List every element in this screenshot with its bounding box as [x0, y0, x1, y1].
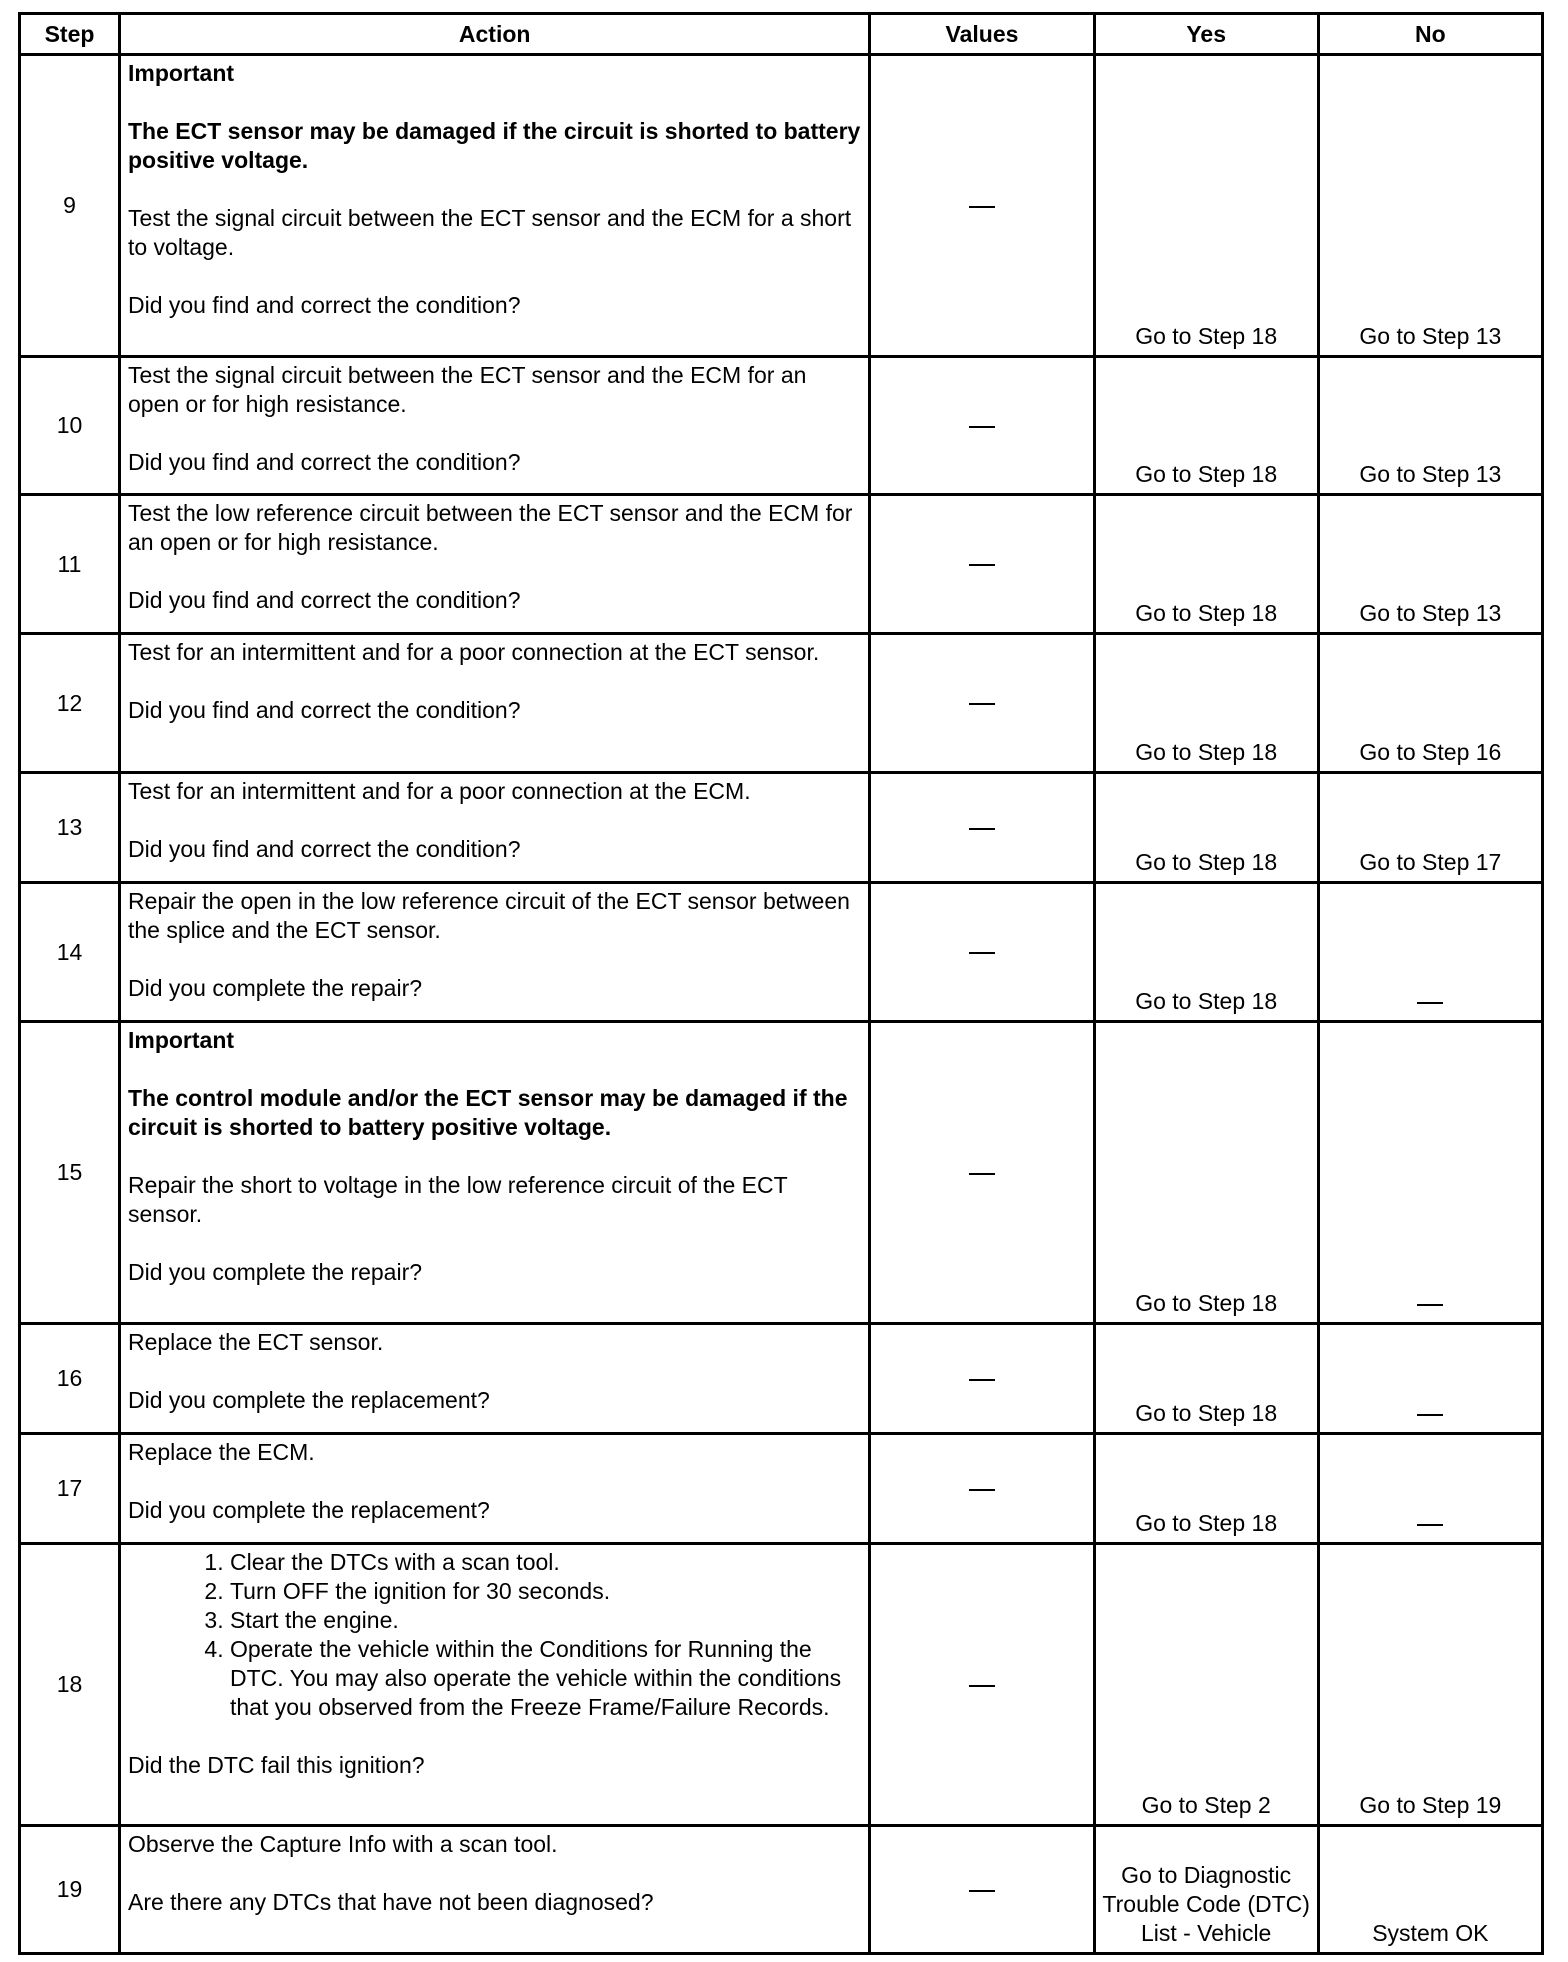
step-number: 11 [20, 495, 120, 634]
no-cell [1318, 495, 1542, 634]
no-cell [1318, 1324, 1542, 1434]
value-dash [969, 1379, 995, 1381]
instruction-text: Replace the ECM. [127, 1439, 315, 1465]
table-row [20, 55, 1543, 357]
values-cell [870, 1826, 1094, 1954]
procedure-item: 3. Start the engine. [230, 1606, 862, 1635]
table-row [20, 495, 1543, 634]
yes-result: Go to Step 2 [1141, 1792, 1271, 1818]
header-row [20, 14, 1543, 55]
header-yes: Yes [1094, 14, 1318, 55]
procedure-list [128, 1548, 862, 1722]
values-cell [870, 495, 1094, 634]
question-text: Did you find and correct the condition? [127, 697, 521, 723]
values-cell [870, 634, 1094, 773]
table-row [20, 1324, 1543, 1434]
table-row [20, 1434, 1543, 1544]
value-dash [969, 703, 995, 705]
diagnostic-table [18, 12, 1544, 1955]
yes-result: Go to Step 18 [1135, 600, 1278, 626]
value-dash [969, 1685, 995, 1687]
instruction-text: Replace the ECT sensor. [127, 1329, 384, 1355]
table-row [20, 1022, 1543, 1324]
yes-cell [1094, 634, 1318, 773]
action-cell [119, 1544, 869, 1826]
yes-cell [1094, 773, 1318, 883]
yes-result: Go to Step 18 [1135, 461, 1278, 487]
values-cell [870, 1324, 1094, 1434]
no-result [1417, 1304, 1443, 1306]
value-dash [969, 1173, 995, 1175]
no-cell [1318, 357, 1542, 495]
table-row [20, 1826, 1543, 1954]
warning-text: The control module and/or the ECT sensor may be damaged if the circuit is shorted to battery positive voltage. [127, 1085, 848, 1140]
step-number: 12 [20, 634, 120, 773]
no-result [1417, 1524, 1443, 1526]
no-result: Go to Step 13 [1359, 600, 1502, 626]
no-cell [1318, 55, 1542, 357]
instruction-text: Test the signal circuit between the ECT sensor and the ECM for an open or for high resistance. [127, 362, 807, 417]
header-step: Step [20, 14, 120, 55]
instruction-text: Test for an intermittent and for a poor connection at the ECT sensor. [127, 639, 820, 665]
action-cell [119, 1826, 869, 1954]
procedure-item: 4. Operate the vehicle within the Conditions for Running the DTC. You may also operate the vehicle within the conditions that you observed from the Freeze Frame/Failure Records. [230, 1635, 862, 1722]
values-cell [870, 1022, 1094, 1324]
yes-cell [1094, 1544, 1318, 1826]
value-dash [969, 1489, 995, 1491]
value-dash [969, 426, 995, 428]
yes-result: Go to Step 18 [1135, 988, 1278, 1014]
step-number: 18 [20, 1544, 120, 1826]
header-no: No [1318, 14, 1542, 55]
instruction-text: Test the signal circuit between the ECT sensor and the ECM for a short to voltage. [127, 205, 852, 260]
yes-cell [1094, 495, 1318, 634]
step-number: 19 [20, 1826, 120, 1954]
no-cell [1318, 1544, 1542, 1826]
no-result: Go to Step 13 [1359, 323, 1502, 349]
procedure-item: 1. Clear the DTCs with a scan tool. [230, 1548, 862, 1577]
step-number: 10 [20, 357, 120, 495]
question-text: Did you find and correct the condition? [127, 292, 521, 318]
action-cell [119, 357, 869, 495]
instruction-text: Test the low reference circuit between the ECT sensor and the ECM for an open or for high resistance. [127, 500, 853, 555]
instruction-text: Observe the Capture Info with a scan tool. [127, 1831, 558, 1857]
no-result: System OK [1372, 1920, 1489, 1946]
table-row [20, 357, 1543, 495]
question-text: Did the DTC fail this ignition? [127, 1752, 425, 1778]
question-text: Did you complete the replacement? [127, 1497, 490, 1523]
table-row [20, 1544, 1543, 1826]
instruction-text: Test for an intermittent and for a poor connection at the ECM. [127, 778, 751, 804]
action-cell [119, 1324, 869, 1434]
no-result: Go to Step 13 [1359, 461, 1502, 487]
yes-cell [1094, 1826, 1318, 1954]
step-number: 14 [20, 883, 120, 1022]
yes-result: Go to Step 18 [1135, 1290, 1278, 1316]
step-number: 15 [20, 1022, 120, 1324]
values-cell [870, 357, 1094, 495]
no-result: Go to Step 16 [1359, 739, 1502, 765]
value-dash [969, 828, 995, 830]
table-row [20, 883, 1543, 1022]
no-result [1417, 1002, 1443, 1004]
header-action: Action [119, 14, 869, 55]
values-cell [870, 1434, 1094, 1544]
instruction-text: Repair the short to voltage in the low reference circuit of the ECT sensor. [127, 1172, 788, 1227]
yes-result: Go to Step 18 [1135, 323, 1278, 349]
instruction-text: Repair the open in the low reference circuit of the ECT sensor between the splice and the ECT sensor. [127, 888, 850, 943]
question-text: Did you complete the repair? [127, 1259, 423, 1285]
yes-cell [1094, 1434, 1318, 1544]
value-dash [969, 206, 995, 208]
procedure-item: 2. Turn OFF the ignition for 30 seconds. [230, 1577, 862, 1606]
action-cell [119, 1434, 869, 1544]
values-cell [870, 773, 1094, 883]
no-cell [1318, 1434, 1542, 1544]
no-cell [1318, 1022, 1542, 1324]
no-cell [1318, 634, 1542, 773]
yes-cell [1094, 55, 1318, 357]
action-cell [119, 495, 869, 634]
no-result [1417, 1414, 1443, 1416]
values-cell [870, 883, 1094, 1022]
question-text: Did you complete the repair? [127, 975, 423, 1001]
table-row [20, 773, 1543, 883]
step-number: 16 [20, 1324, 120, 1434]
yes-result: Go to Step 18 [1135, 1400, 1278, 1426]
yes-cell [1094, 1324, 1318, 1434]
yes-result: Go to Step 18 [1135, 739, 1278, 765]
table-row [20, 634, 1543, 773]
no-cell [1318, 773, 1542, 883]
warning-text: The ECT sensor may be damaged if the circuit is shorted to battery positive voltage. [127, 118, 861, 173]
step-number: 9 [20, 55, 120, 357]
yes-result: Go to Diagnostic Trouble Code (DTC) List - Vehicle [1102, 1862, 1310, 1946]
no-cell [1318, 883, 1542, 1022]
important-label: Important [127, 60, 235, 86]
values-cell [870, 55, 1094, 357]
question-text: Did you find and correct the condition? [127, 836, 521, 862]
action-cell [119, 55, 869, 357]
question-text: Are there any DTCs that have not been diagnosed? [127, 1889, 654, 1915]
yes-cell [1094, 1022, 1318, 1324]
no-cell [1318, 1826, 1542, 1954]
no-result: Go to Step 19 [1359, 1792, 1502, 1818]
yes-cell [1094, 883, 1318, 1022]
step-number: 13 [20, 773, 120, 883]
question-text: Did you find and correct the condition? [127, 449, 521, 475]
yes-result: Go to Step 18 [1135, 849, 1278, 875]
no-result: Go to Step 17 [1359, 849, 1502, 875]
question-text: Did you find and correct the condition? [127, 587, 521, 613]
header-values: Values [870, 14, 1094, 55]
values-cell [870, 1544, 1094, 1826]
step-number: 17 [20, 1434, 120, 1544]
question-text: Did you complete the replacement? [127, 1387, 490, 1413]
value-dash [969, 952, 995, 954]
action-cell [119, 634, 869, 773]
important-label: Important [127, 1027, 235, 1053]
value-dash [969, 1890, 995, 1892]
action-cell [119, 883, 869, 1022]
yes-result: Go to Step 18 [1135, 1510, 1278, 1536]
action-cell [119, 1022, 869, 1324]
value-dash [969, 564, 995, 566]
action-cell [119, 773, 869, 883]
yes-cell [1094, 357, 1318, 495]
